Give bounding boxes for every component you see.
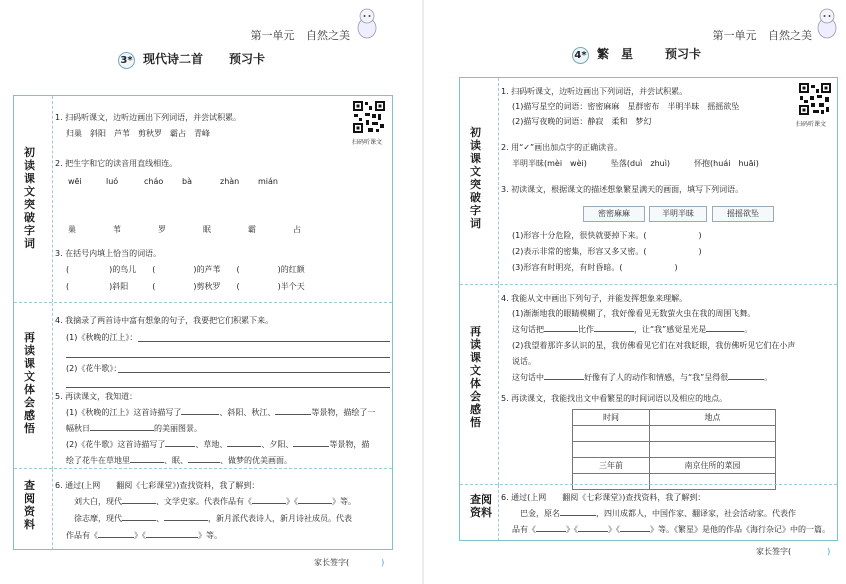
mascot-icon: [814, 6, 840, 40]
word-box[interactable]: 密密麻麻: [583, 206, 645, 222]
table-row[interactable]: [573, 442, 776, 458]
section-re-reading: [460, 284, 837, 485]
side-label: [14, 96, 53, 302]
card-label: 预习卡: [665, 47, 702, 61]
question-5: 5. 再读课文，我知道：: [55, 392, 138, 401]
question-1: 1. 扫码听课文，边听边画出下列词语，并尝试积累。: [501, 87, 688, 96]
lesson-name: 现代诗二首: [143, 52, 204, 66]
q6-line-2: 品有《 》《 》《 》等。《繁星》是他的作品《海行杂记》中的一篇。: [512, 522, 830, 538]
answer-line[interactable]: [138, 341, 390, 342]
section-first-reading: [14, 96, 392, 302]
parent-signature[interactable]: 家长签字( ): [314, 558, 385, 567]
qr-caption: 扫码听课文: [352, 139, 383, 146]
excerpt-1-label: (1)《秋晚的江上》：: [66, 333, 138, 342]
answer-line[interactable]: [66, 357, 390, 358]
parent-signature[interactable]: 家长签字( ): [756, 547, 831, 556]
char-row: 巢 苇 罗 眠 霸 占: [68, 225, 301, 234]
question-3: 3. 在括号内填上恰当的词语。: [55, 249, 162, 258]
qr-code-icon[interactable]: [352, 100, 386, 134]
qr-code-icon[interactable]: [798, 82, 832, 116]
mascot-icon: [354, 6, 380, 40]
q5-line-2: 幅秋日 的美丽图景。: [66, 421, 202, 437]
side-label: [460, 78, 499, 284]
lesson-title: [572, 45, 701, 64]
question-5: 5. 再读课文，我能找出文中看繁星的时间词语以及相应的地点。: [501, 394, 728, 403]
page-divider: [422, 0, 424, 584]
section-re-reading: [14, 302, 392, 469]
unit-label: 第一单元: [712, 29, 757, 42]
q5-line-1: (1)《秋晚的江上》这首诗描写了 、斜阳、秋江、 等景物，描绘了一: [66, 405, 375, 421]
question-2: 2. 把生字和它的读音用直线相连。: [55, 159, 178, 168]
pronunciation-row: 半明半昧(mèi wèi) 坠落(duì zhuì) 怀抱(huái huāi): [512, 159, 759, 168]
answer-line[interactable]: [118, 372, 390, 373]
word-list: 归巢 斜阳 芦苇 剪秋罗 霸占 青峰: [66, 129, 210, 138]
lesson-number: 3*: [118, 52, 135, 69]
table-row[interactable]: 三年前 南京住所的菜园: [573, 458, 776, 474]
side-label: [14, 469, 53, 550]
answer-line[interactable]: [66, 387, 390, 388]
left-header: [243, 27, 351, 43]
card-label: 预习卡: [229, 52, 266, 66]
side-label-text: 初读课文 突破字词: [24, 146, 46, 250]
table-row[interactable]: [573, 426, 776, 442]
lesson-number: 4*: [572, 47, 589, 64]
question-4: 4. 我能从文中画出下列句子，并能发挥想象来理解。: [501, 294, 688, 303]
lesson-name: 繁 星: [597, 47, 634, 61]
left-page: [0, 0, 420, 584]
side-label-text: 再读课文 体会感悟: [470, 325, 492, 429]
worksheet-box: [13, 95, 393, 550]
fill-row-2: ( )斜阳 ( )剪秋罗 ( )半个天: [66, 282, 305, 291]
theme-label: 自然之美: [768, 29, 812, 42]
time-place-table: [572, 409, 776, 490]
question-4: 4. 我摘录了两首诗中富有想象的句子，我要把它们积累下来。: [55, 316, 274, 325]
sentence-2-end: 说话。: [512, 357, 536, 366]
q5-line-3: (2)《花牛歌》这首诗描写了 、草地、 、夕阳、 等景物，描: [66, 437, 369, 453]
fill-row-1: ( )的鸟儿 ( )的芦苇 ( )的红额: [66, 265, 305, 274]
definition-3: (3)形容有时明亮，有时昏暗。( ): [512, 263, 678, 272]
section-research: [14, 468, 392, 550]
side-label: [14, 303, 53, 469]
sentence-2-fill: 这句话中 好像有了人的动作和情感，与“我”呈得很 。: [512, 370, 772, 386]
right-header: [705, 27, 813, 43]
section-research: [460, 484, 837, 541]
word-list-night: (2)描写夜晚的词语：静寂 柔和 梦幻: [512, 117, 652, 126]
right-page: [426, 0, 846, 584]
side-label-text: 再读课文 体会感悟: [24, 331, 46, 435]
table-header: 地点: [650, 410, 776, 426]
definition-1: (1)形容十分危险，很快就要掉下来。( ): [512, 231, 702, 240]
side-label-text: 查阅资料: [24, 479, 35, 531]
side-label: [460, 485, 499, 541]
definition-2: (2)表示非常的密集，形容又多又密。( ): [512, 247, 702, 256]
pinyin-row: wēi luó cháo bà zhàn mián: [68, 177, 278, 186]
sentence-2: (2)我望着那许多认识的星，我仿佛看见它们在对我眨眼，我仿佛听见它们在小声: [512, 341, 796, 350]
section-first-reading: [460, 78, 837, 284]
q6-line-1: 刘大白，现代 、文学史家。代表作品有《 》《 》等。: [74, 494, 356, 510]
worksheet-box: [459, 77, 838, 541]
unit-label: 第一单元: [250, 29, 295, 42]
question-6: 6. 通过(上网 翻阅《七彩课堂》)查找资料，我了解到：: [501, 493, 706, 502]
question-2: 2. 用“✓”画出加点字的正确读音。: [501, 143, 623, 152]
theme-label: 自然之美: [306, 29, 350, 42]
q6-line-1: 巴金，原名 ，四川成都人，中国作家、翻译家，社会活动家。代表作: [520, 506, 796, 522]
table-header-row: [573, 410, 776, 426]
question-1: 1. 扫码听课文，边听边画出下列词语，并尝试积累。: [55, 113, 242, 122]
side-label: [460, 285, 499, 485]
word-box[interactable]: 摇摇欲坠: [712, 206, 774, 222]
word-list-stars: (1)描写星空的词语：密密麻麻 星群密布 半明半昧 摇摇欲坠: [512, 102, 740, 111]
excerpt-2-label: (2)《花牛歌》：: [66, 364, 122, 373]
lesson-title: [118, 50, 265, 69]
side-label-text: 查阅资料: [470, 493, 492, 519]
qr-caption: 扫码听课文: [796, 121, 827, 128]
q6-line-3: 作品有《 》《 》等。: [66, 528, 222, 544]
q6-line-2: 徐志摩，现代 、 ，新月派代表诗人，新月诗社成员。代表: [74, 511, 352, 527]
q5-line-4: 绘了花牛在草地里 、眠、 、做梦的优美画面。: [66, 453, 292, 469]
table-header: 时间: [573, 410, 650, 426]
sentence-1: (1)渐渐地我的眼睛模糊了，我好像看见无数萤火虫在我的周围飞舞。: [512, 309, 756, 318]
word-box[interactable]: 半明半昧: [649, 206, 707, 222]
question-3: 3. 初读课文，根据课文的描述想象繁星满天的画面，填写下列词语。: [501, 185, 744, 194]
side-label-text: 初读课文 突破字词: [470, 126, 492, 230]
sentence-1-fill: 这句话把 比作 ，让“我”感觉星光是 。: [512, 322, 752, 338]
question-6: 6. 通过(上网 翻阅《七彩课堂》)查找资料，我了解到：: [55, 481, 260, 490]
